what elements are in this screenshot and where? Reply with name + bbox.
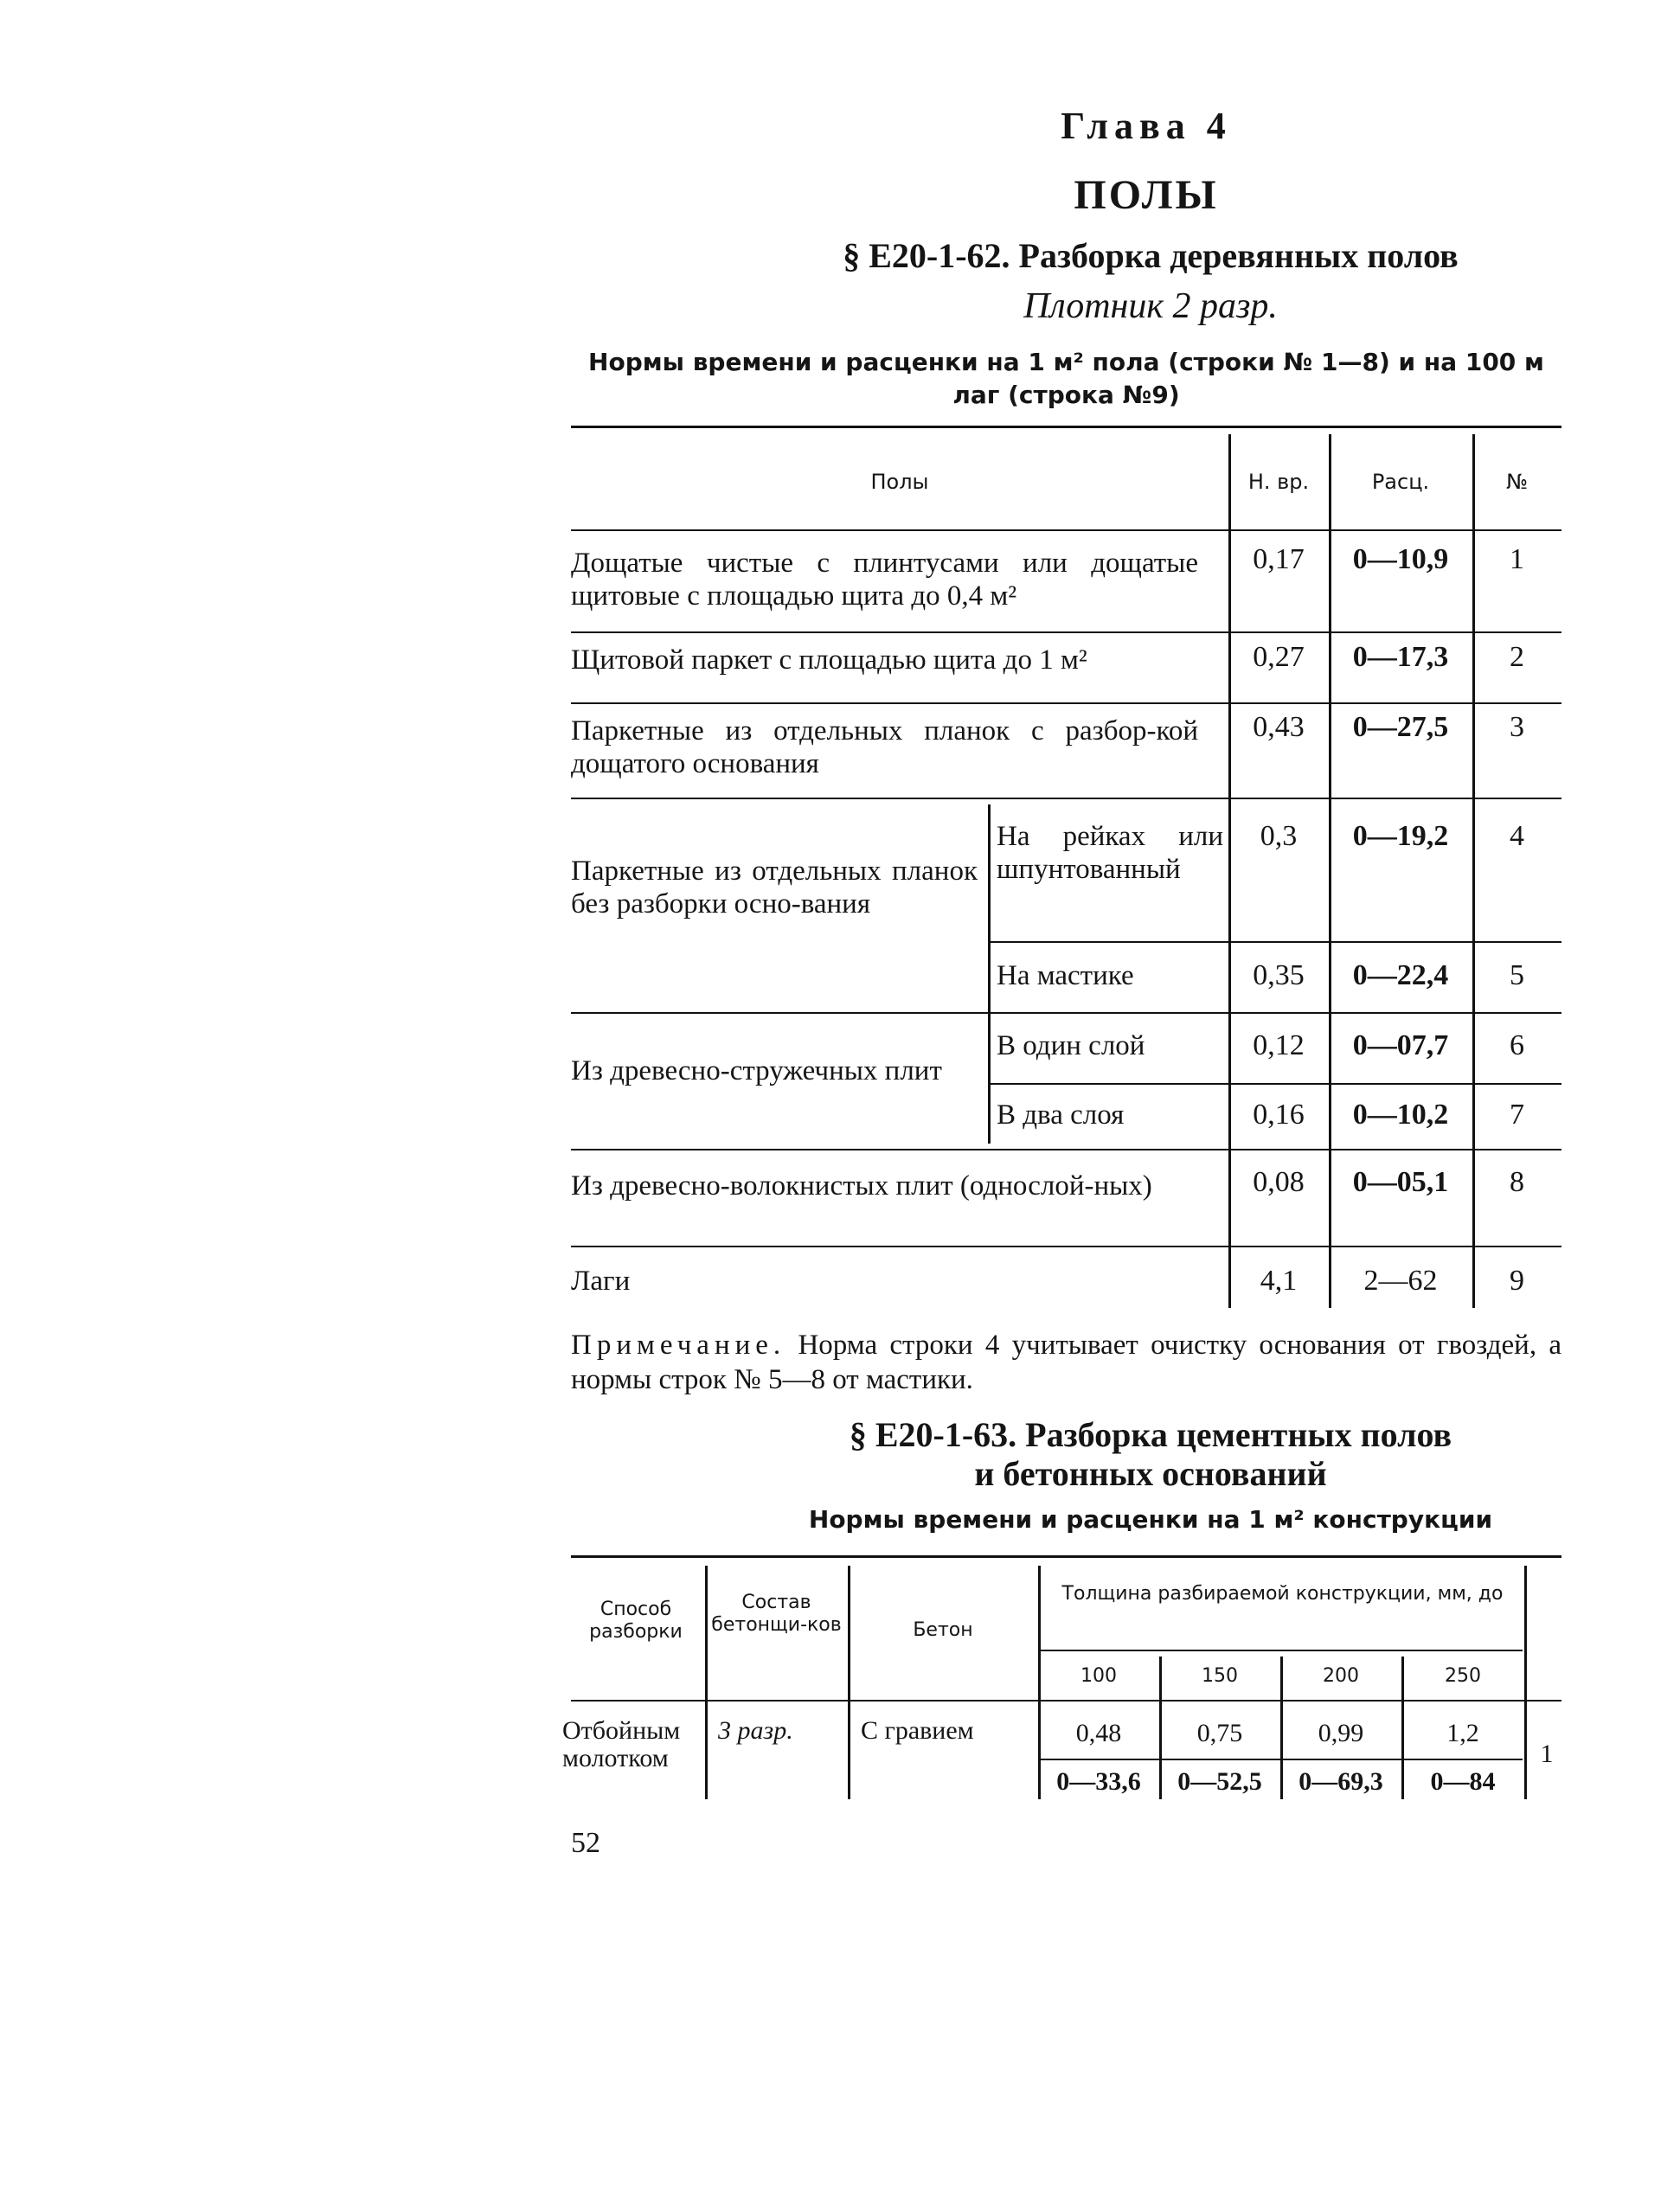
table2-method: Отбойным молотком <box>562 1716 681 1772</box>
table2-thickness-100: 100 <box>1080 1665 1117 1687</box>
table2-top-rule <box>571 1555 1561 1558</box>
table1-row-rasc: 0—05,1 <box>1352 1166 1449 1198</box>
table1-row-no: 2 <box>1510 641 1524 673</box>
table1-row-rasc: 0—27,5 <box>1352 711 1449 743</box>
section1-caption-line2: лаг (строка №9) <box>952 381 1180 409</box>
section1-caption-line1: Нормы времени и расценки на 1 м² пола (строки № 1—8) и на 100 м <box>588 348 1544 376</box>
table1-row-rasc: 0—19,2 <box>1352 820 1449 852</box>
table1-header-rasc: Расц. <box>1371 470 1430 494</box>
table1-row-rasc: 2—62 <box>1363 1265 1438 1297</box>
table2-concrete: С гравием <box>861 1716 974 1745</box>
table1-row-no: 6 <box>1510 1029 1524 1061</box>
table1-subcol-rule <box>988 804 991 1144</box>
table1-row-nvr: 0,43 <box>1253 711 1305 743</box>
page-number: 52 <box>571 1827 600 1859</box>
table1-group-label: Из древесно-стружечных плит <box>571 1055 942 1086</box>
table1-row-nvr: 0,17 <box>1253 543 1305 575</box>
table2-nvr-150: 0,75 <box>1196 1719 1243 1747</box>
table2-rasc-150: 0—52,5 <box>1177 1767 1262 1796</box>
table2-crew: 3 разр. <box>718 1716 793 1745</box>
table1-row-no: 3 <box>1510 711 1524 743</box>
table1-top-rule <box>571 426 1561 428</box>
table2-thickness-rule <box>1038 1650 1523 1651</box>
table1-row-nvr: 0,16 <box>1253 1099 1305 1131</box>
note-text: Норма строки 4 учитывает очистку основания от гвоздей, а нормы строк № 5—8 от мастики. <box>571 1330 1562 1395</box>
table1-row-no: 9 <box>1510 1265 1524 1297</box>
table1-row-nvr: 4,1 <box>1260 1265 1298 1297</box>
table2-row-no: 1 <box>1540 1740 1554 1768</box>
table1-subrow-rule <box>988 1083 1561 1085</box>
note-label: Примечание. <box>571 1330 786 1361</box>
table2-nvr-250: 1,2 <box>1446 1719 1479 1747</box>
table1-row-desc: На рейках или шпунтованный <box>997 821 1223 885</box>
table1-row-rule <box>571 631 1561 633</box>
table1-header-rule <box>571 529 1561 531</box>
table1-row-desc: Щитовой паркет с площадью щита до 1 м² <box>571 644 1087 676</box>
table1-header-floors: Полы <box>870 470 929 494</box>
section1-title: § Е20-1-62. Разборка деревянных полов <box>843 236 1459 275</box>
table1-row-no: 5 <box>1510 959 1524 991</box>
table2-nvr-100: 0,48 <box>1075 1719 1122 1747</box>
section2-title-line1: § Е20-1-63. Разборка цементных полов <box>849 1415 1452 1454</box>
table1-subrow-rule <box>988 941 1561 943</box>
table1-row-rasc: 0—17,3 <box>1352 641 1449 673</box>
table1-row-desc: На мастике <box>997 960 1134 991</box>
table1-row-rule <box>571 798 1561 799</box>
table2-header-concrete: Бетон <box>913 1619 973 1641</box>
table1-row-nvr: 0,27 <box>1253 641 1305 673</box>
table1-row-nvr: 0,08 <box>1253 1166 1305 1198</box>
table1-row-no: 7 <box>1510 1099 1524 1131</box>
chapter-label: Глава 4 <box>1061 105 1232 147</box>
table1-row-rasc: 0—10,2 <box>1352 1099 1449 1131</box>
table2-header-crew: Состав бетонщи-ков <box>711 1592 842 1636</box>
table2-rasc-100: 0—33,6 <box>1056 1767 1141 1796</box>
table1-row-no: 1 <box>1510 543 1524 575</box>
table2-thickness-150: 150 <box>1202 1665 1238 1687</box>
table1-row-rasc: 0—22,4 <box>1352 959 1449 991</box>
table1-row-nvr: 0,35 <box>1253 959 1305 991</box>
table1-row-no: 4 <box>1510 820 1524 852</box>
section2-caption: Нормы времени и расценки на 1 м² конструкции <box>808 1505 1493 1534</box>
table1-row-rasc: 0—07,7 <box>1352 1029 1449 1061</box>
table2-col-rule <box>848 1566 850 1799</box>
section2-title-line2: и бетонных оснований <box>974 1454 1327 1493</box>
table1-row-rule <box>571 1246 1561 1247</box>
table1-row-desc: Лаги <box>571 1266 631 1297</box>
table1-row-rasc: 0—10,9 <box>1352 543 1449 575</box>
table2-nvr-200: 0,99 <box>1318 1719 1364 1747</box>
table1-row-nvr: 0,3 <box>1260 820 1298 852</box>
table1-group-label: Паркетные из отдельных планок без разборки осно-вания <box>571 856 978 920</box>
table1-header-no: № <box>1506 470 1528 494</box>
table1-row-no: 8 <box>1510 1166 1524 1198</box>
table1-row-desc: В два слоя <box>997 1099 1125 1131</box>
section1-note <box>571 1328 1561 1397</box>
table2-col-rule <box>1524 1566 1527 1799</box>
table1-row-nvr: 0,12 <box>1253 1029 1305 1061</box>
chapter-title: ПОЛЫ <box>1074 172 1219 218</box>
table2-thickness-250: 250 <box>1445 1665 1481 1687</box>
table1-row-desc: Из древесно-волокнистых плит (однослой-ных) <box>571 1170 1152 1202</box>
table2-thickness-200: 200 <box>1323 1665 1359 1687</box>
table2-rasc-250: 0—84 <box>1430 1767 1496 1796</box>
table1-header-nvr: Н. вр. <box>1247 470 1310 494</box>
table2-rasc-200: 0—69,3 <box>1298 1767 1383 1796</box>
table1-row-desc: Паркетные из отдельных планок с разбор-кой дощатого основания <box>571 715 1198 779</box>
table1-row-rule <box>571 1149 1561 1150</box>
table1-row-rule <box>571 702 1561 704</box>
table2-header-method: Способ разборки <box>589 1599 683 1643</box>
table1-row-desc: В один слой <box>997 1030 1145 1061</box>
table2-col-rule <box>705 1566 708 1799</box>
table2-header-thickness: Толщина разбираемой конструкции, мм, до <box>1061 1583 1504 1605</box>
table1-row-desc: Дощатые чистые с плинтусами или дощатые щитовые с площадью щита до 0,4 м² <box>571 548 1198 612</box>
section1-worker: Плотник 2 разр. <box>1023 286 1278 326</box>
table1-row-rule <box>571 1012 1561 1014</box>
table2-header-rule <box>571 1700 1561 1702</box>
